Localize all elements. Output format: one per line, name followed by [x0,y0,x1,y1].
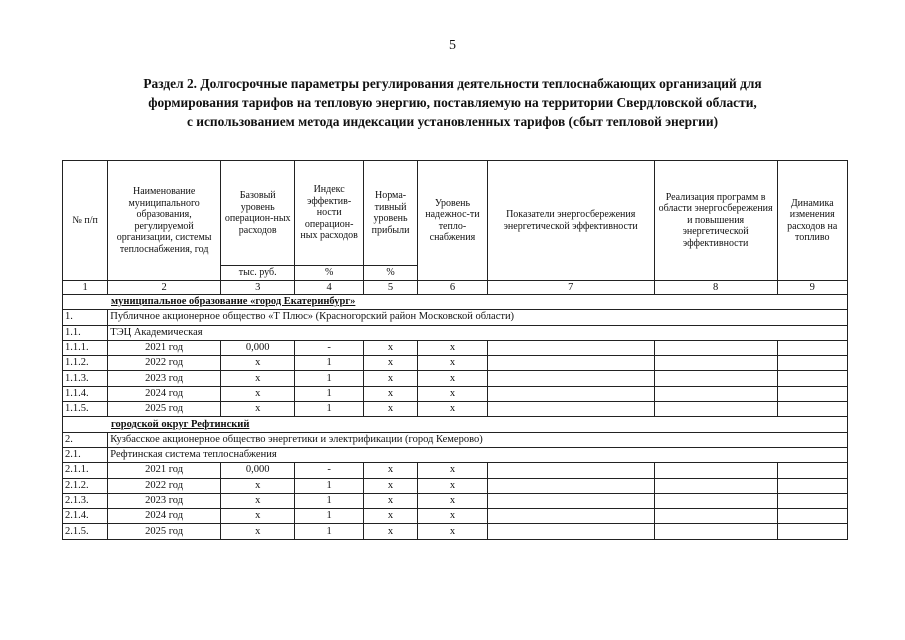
fuel-dynamics-cell [777,356,848,371]
col-number: 1 [63,281,108,295]
base-costs-cell: 0,000 [220,463,294,478]
year-cell: 2023 год [108,371,221,386]
profit-level-cell: x [363,371,417,386]
row-number: 2.1.1. [63,463,108,478]
year-cell: 2024 год [108,509,221,524]
table-row [63,463,848,478]
col-number: 7 [487,281,654,295]
system-name: ТЭЦ Академическая [108,325,848,340]
programs-cell [654,524,777,539]
row-number: 1.1.5. [63,402,108,417]
year-cell: 2023 год [108,493,221,508]
base-costs-cell: x [220,509,294,524]
reliability-cell: x [418,356,487,371]
programs-cell [654,463,777,478]
efficiency-index-cell: - [295,463,363,478]
table-row [63,386,848,401]
programs-cell [654,340,777,355]
efficiency-index-cell: 1 [295,402,363,417]
programs-cell [654,402,777,417]
base-costs-cell: x [220,493,294,508]
row-number: 1.1.3. [63,371,108,386]
table-row [63,371,848,386]
efficiency-index-cell: 1 [295,356,363,371]
year-cell: 2024 год [108,386,221,401]
year-cell: 2021 год [108,463,221,478]
row-number: 2.1.2. [63,478,108,493]
profit-level-cell: x [363,340,417,355]
table-row [63,402,848,417]
base-costs-cell: x [220,478,294,493]
programs-cell [654,493,777,508]
energy-saving-cell [487,340,654,355]
efficiency-index-cell: 1 [295,524,363,539]
row-number: 1.1. [63,325,108,340]
unit-percent: % [363,266,417,281]
unit-percent: % [295,266,363,281]
year-cell: 2025 год [108,402,221,417]
col-number: 6 [418,281,487,295]
regulation-parameters-table [62,160,848,540]
table-row [63,509,848,524]
header-efficiency-index: Индекс эффектив-ности операцион-ных расходов [295,161,363,266]
header-profit-level: Норма-тивный уровень прибыли [363,161,417,266]
unit-thousand-rub: тыс. руб. [220,266,294,281]
profit-level-cell: x [363,509,417,524]
fuel-dynamics-cell [777,463,848,478]
organization-name: Кузбасское акционерное общество энергетики и электрификации (город Кемерово) [108,432,848,447]
programs-cell [654,478,777,493]
organization-row [63,310,848,325]
organization-name: Публичное акционерное общество «Т Плюс» (Красногорский район Московской области) [108,310,848,325]
col-number: 3 [220,281,294,295]
energy-saving-cell [487,478,654,493]
energy-saving-cell [487,524,654,539]
profit-level-cell: x [363,493,417,508]
energy-saving-cell [487,371,654,386]
system-row [63,325,848,340]
header-num: № п/п [63,161,108,281]
year-cell: 2021 год [108,340,221,355]
col-number: 4 [295,281,363,295]
fuel-dynamics-cell [777,493,848,508]
section-heading [60,74,845,131]
year-cell: 2025 год [108,524,221,539]
reliability-cell: x [418,386,487,401]
base-costs-cell: x [220,356,294,371]
base-costs-cell: 0,000 [220,340,294,355]
efficiency-index-cell: 1 [295,493,363,508]
fuel-dynamics-cell [777,509,848,524]
base-costs-cell: x [220,524,294,539]
header-reliability: Уровень надежнос-ти тепло-снабжения [418,161,487,281]
programs-cell [654,356,777,371]
fuel-dynamics-cell [777,402,848,417]
header-base-costs: Базовый уровень операцион-ных расходов [220,161,294,266]
efficiency-index-cell: - [295,340,363,355]
year-rows-2 [63,463,848,539]
year-cell: 2022 год [108,478,221,493]
base-costs-cell: x [220,386,294,401]
column-numbers-row [63,281,848,295]
energy-saving-cell [487,402,654,417]
header-name: Наименование муниципального образования, регулируемой организации, системы теплоснабжения, год [108,161,221,281]
efficiency-index-cell: 1 [295,478,363,493]
header-row [63,161,848,266]
heading-line-2: формирования тарифов на тепловую энергию, поставляемую на территории Свердловской области, [148,95,757,110]
base-costs-cell: x [220,402,294,417]
reliability-cell: x [418,340,487,355]
reliability-cell: x [418,371,487,386]
municipality-row [63,417,848,432]
col-number: 2 [108,281,221,295]
profit-level-cell: x [363,402,417,417]
year-rows-1 [63,340,848,416]
energy-saving-cell [487,386,654,401]
header-fuel-dynamics: Динамика изменения расходов на топливо [777,161,848,281]
reliability-cell: x [418,493,487,508]
profit-level-cell: x [363,478,417,493]
reliability-cell: x [418,402,487,417]
system-row [63,447,848,462]
reliability-cell: x [418,509,487,524]
programs-cell [654,371,777,386]
fuel-dynamics-cell [777,340,848,355]
energy-saving-cell [487,509,654,524]
system-name: Рефтинская система теплоснабжения [108,447,848,462]
organization-row [63,432,848,447]
col-number: 5 [363,281,417,295]
reliability-cell: x [418,524,487,539]
profit-level-cell: x [363,524,417,539]
row-number: 1. [63,310,108,325]
table-row [63,478,848,493]
table-row [63,524,848,539]
fuel-dynamics-cell [777,386,848,401]
base-costs-cell: x [220,371,294,386]
reliability-cell: x [418,463,487,478]
efficiency-index-cell: 1 [295,386,363,401]
municipality-name: городской округ Рефтинский [111,418,250,430]
row-number: 2.1.4. [63,509,108,524]
table-row [63,356,848,371]
header-energy-saving: Показатели энергосбережения энергетической эффективности [487,161,654,281]
table-row [63,493,848,508]
heading-line-1: Раздел 2. Долгосрочные параметры регулирования деятельности теплоснабжающих организаций для [143,76,762,91]
row-number: 2.1.5. [63,524,108,539]
row-number: 1.1.4. [63,386,108,401]
energy-saving-cell [487,493,654,508]
energy-saving-cell [487,356,654,371]
efficiency-index-cell: 1 [295,509,363,524]
col-number: 9 [777,281,848,295]
profit-level-cell: x [363,356,417,371]
municipality-name: муниципальное образование «город Екатеринбург» [111,296,356,308]
fuel-dynamics-cell [777,478,848,493]
header-programs: Реализация программ в области энергосбережения и повышения энергетической эффективности [654,161,777,281]
reliability-cell: x [418,478,487,493]
row-number: 1.1.2. [63,356,108,371]
row-number: 2.1. [63,447,108,462]
heading-line-3: с использованием метода индексации установленных тарифов (сбыт тепловой энергии) [186,114,719,129]
fuel-dynamics-cell [777,524,848,539]
year-cell: 2022 год [108,356,221,371]
page-number: 5 [449,38,456,53]
programs-cell [654,509,777,524]
efficiency-index-cell: 1 [295,371,363,386]
municipality-row [63,295,848,310]
fuel-dynamics-cell [777,371,848,386]
row-number: 2. [63,432,108,447]
col-number: 8 [654,281,777,295]
row-number: 2.1.3. [63,493,108,508]
energy-saving-cell [487,463,654,478]
programs-cell [654,386,777,401]
profit-level-cell: x [363,463,417,478]
profit-level-cell: x [363,386,417,401]
table-row [63,340,848,355]
row-number: 1.1.1. [63,340,108,355]
